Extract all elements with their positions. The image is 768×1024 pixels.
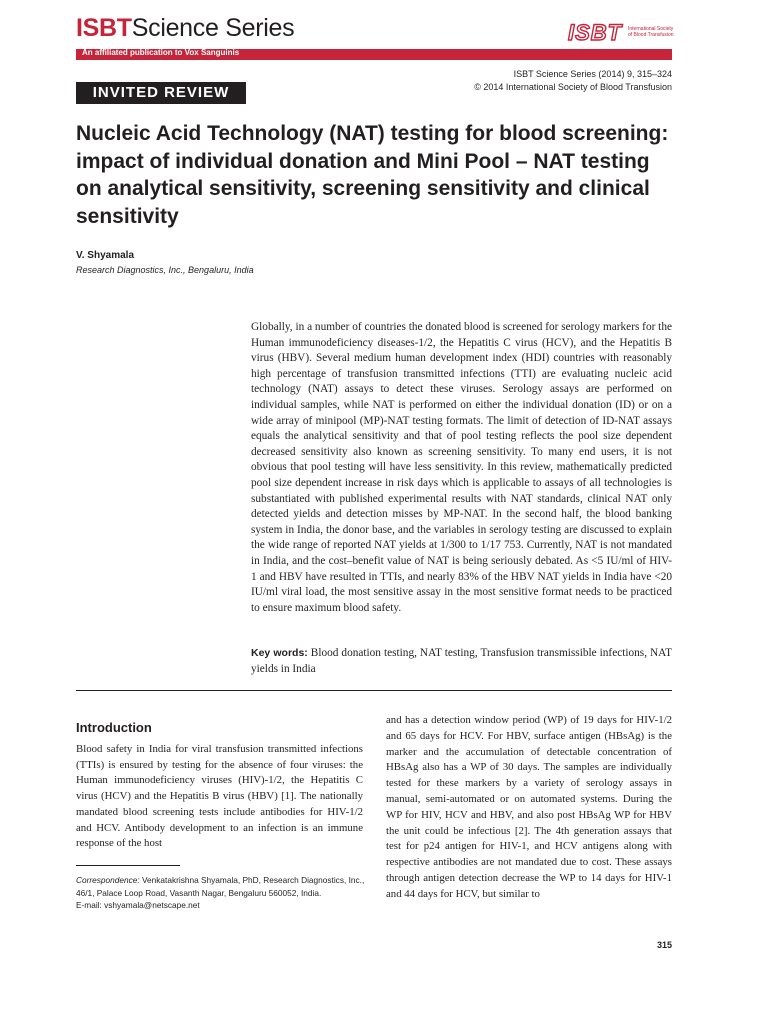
introduction-heading: Introduction	[76, 720, 152, 735]
correspondence-address: Venkatakrishna Shyamala, PhD, Research Diagnostics, Inc., 46/1, Palace Loop Road, Vasanth Nagar, Bengaluru 560052, India.	[76, 875, 365, 898]
article-type-badge: INVITED REVIEW	[76, 82, 246, 104]
correspondence-label: Correspondence:	[76, 875, 140, 885]
series-brand: ISBT	[76, 14, 132, 42]
keywords	[251, 646, 672, 677]
section-divider	[76, 690, 672, 691]
series-name: Science Series	[131, 14, 295, 42]
author-affiliation: Research Diagnostics, Inc., Bengaluru, India	[76, 265, 254, 275]
introduction-right-column: and has a detection window period (WP) of 19 days for HIV-1/2 and 65 days for HCV. For HBV, surface antigen (HBsAg) is the marker and the accumulation of detectable concentration of HBsAg also has a WP of 30 days. The samples are individually tested for these markers by a variety of serology assays in manual, semi-automated or on automated systems. During the WP for HIV, HCV and HBV, and also post HBsAg WP for HBV the unit could be infectious [2]. The 4th generation assays that test for p24 antigen for HIV-1, and HCV antigens along with respective antibodies are not mandated due to cost. These assays through antigen detection decrease the WP to 14 days for HIV-1 and 44 days for HCV, but similar to	[386, 714, 672, 900]
copyright-notice: © 2014 International Society of Blood Transfusion	[474, 82, 672, 92]
article-title: Nucleic Acid Technology (NAT) testing for blood screening: impact of individual donation and Mini Pool – NAT testing on analytical sensitivity, screening sensitivity and clinical sensitivity	[76, 122, 669, 228]
author-name: V. Shyamala	[76, 250, 135, 261]
isbt-logo-mark: ISBT	[568, 20, 623, 45]
abstract-text: Globally, in a number of countries the donated blood is screened for serology markers for the Human immunodeficiency diseases-1/2, the Hepatitis C virus (HCV), and the Hepatitis B virus (HBV). Several medium human development index (HDI) countries with reasonably high percentage of transfusion transmitted infections (TTI) are evaluating nucleic acid technology (NAT) assays to detect these viruses. Serology assays are performed on individual samples, while NAT is performed on either the individual donation (ID) or on a wide array of minipool (MP)-NAT testing formats. The limit of detection of ID-NAT assays equals the analytical sensitivity and that of pool testing reflects the pool size dependent decreased sensitivity also known as screening sensitivity. To many end users, it is not obvious that pool testing will have less sensitivity. In this review, mathematically predicted pool size dependent increase in risk days which is applicable to assays of all technologies is substantiated with published experimental results with NAT standards, clinical NAT only detected yields and detection misses by MP-NAT. In the second half, the blood banking system in India, the donor base, and the variables in serology testing are discussed to explain the wide range of reported NAT yields at 1/300 to 1/17 753. Currently, NAT is not mandated in India, and the cost–benefit value of NAT is being seriously debated. As <5 IU/ml of HIV-1 and HBV have resulted in TTIs, and nearly 83% of the HBV NAT yields in India have <20 IU/ml viral load, the most sensitive assay in the most sensitive format needs to be practiced to ensure maximum blood safety.	[251, 321, 672, 614]
affiliation-banner-text: An affiliated publication to Vox Sanguinis	[82, 48, 240, 57]
affiliation-banner	[76, 49, 672, 60]
correspondence-email: E-mail: vshyamala@netscape.net	[76, 900, 200, 911]
journal-reference: ISBT Science Series (2014) 9, 315–324	[513, 69, 672, 79]
keywords-list: Blood donation testing, NAT testing, Transfusion transmissible infections, NAT yields in India	[251, 647, 672, 675]
correspondence-note	[76, 874, 366, 912]
introduction-left-column: Blood safety in India for viral transfusion transmitted infections (TTIs) is ensured by testing for the absence of four viruses: the Human immunodeficiency viruses (HIV)-1/2, the Hepatitis C virus (HCV) and the Hepatitis B virus (HBV) [1]. The nationally mandated blood screening tests include antibodies for HIV-1/2 and HCV. Antibody development to an infection is an immune response of the host	[76, 743, 363, 850]
footnote-rule	[76, 865, 180, 866]
series-title	[76, 14, 294, 43]
page-number: 315	[656, 940, 672, 950]
isbt-logo-subtext: International Society of Blood Transfusion	[628, 26, 674, 38]
keywords-label: Key words:	[251, 647, 308, 659]
isbt-logo	[568, 20, 674, 46]
